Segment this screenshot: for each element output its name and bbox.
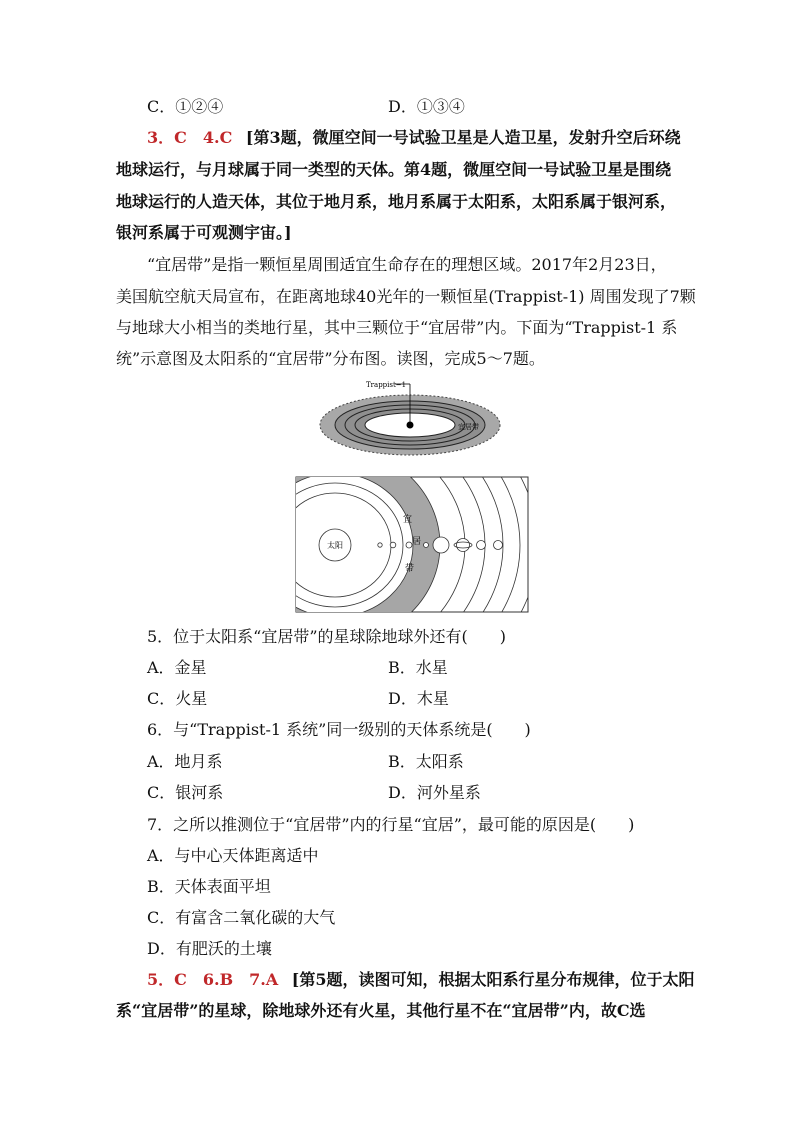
planet-icon <box>424 543 429 548</box>
option-b: B．太阳系 <box>388 752 464 771</box>
trappist-label: Trappist−1 <box>366 381 407 389</box>
option-a: A．金星 <box>147 658 207 677</box>
answer-text: [第5题，读图可知，根据太阳系行星分布规律，位于太阳 <box>291 970 695 989</box>
planet-icon <box>477 541 486 550</box>
option-b: B．天体表面平坦 <box>147 877 271 896</box>
answer-explanation-line <box>147 128 681 148</box>
planet-icon <box>433 537 449 553</box>
answer-explanation-line: 银河系属于可观测宇宙。] <box>116 223 292 242</box>
answer-keys: 5．C 6.B 7.A <box>147 970 279 989</box>
question-stem: 6．与“Trappist-1 系统”同一级别的天体系统是( ) <box>147 720 531 739</box>
passage-line: “宜居带”是指一颗恒星周围适宜生命存在的理想区域。2017年2月23日， <box>147 255 667 274</box>
question-stem: 7．之所以推测位于“宜居带”内的行星“宜居”，最可能的原因是( ) <box>147 815 635 834</box>
answer-explanation-line: 地球运行，与月球属于同一类型的天体。第4题，微厘空间一号试验卫星是围绕 <box>116 160 672 179</box>
solar-habitable-zone-diagram <box>295 476 530 614</box>
option-b: B．水星 <box>388 658 448 677</box>
planet-icon <box>390 542 396 548</box>
option-c: C．有富含二氧化碳的大气 <box>147 908 336 927</box>
planet-icon <box>378 543 382 547</box>
option-a: A．地月系 <box>147 752 223 771</box>
answer-text: [第3题，微厘空间一号试验卫星是人造卫星，发射升空后环绕 <box>245 128 681 147</box>
zone-char: 宜 <box>403 515 413 525</box>
option-d: D．有肥沃的土壤 <box>147 939 272 958</box>
option-c: C．①②④ <box>147 97 224 116</box>
answer-keys: 3．C 4.C <box>147 128 233 147</box>
answer-explanation-line: 系“宜居带”的星球，除地球外还有火星，其他行星不在“宜居带”内，故C选 <box>116 1001 646 1020</box>
planet-icon <box>457 539 470 552</box>
sun-label: 太阳 <box>327 541 343 550</box>
option-d: D．①③④ <box>388 97 465 116</box>
question-stem: 5．位于太阳系“宜居带”的星球除地球外还有( ) <box>147 627 507 646</box>
option-d: D．木星 <box>388 689 449 708</box>
passage-line: 美国航空航天局宣布，在距离地球40光年的一颗恒星(Trappist-1) 周围发现了7颗 <box>116 287 696 306</box>
option-a: A．与中心天体距离适中 <box>147 846 319 865</box>
option-d: D．河外星系 <box>388 783 481 802</box>
option-c: C．银河系 <box>147 783 224 802</box>
passage-line: 与地球大小相当的类地行星，其中三颗位于“宜居带”内。下面为“Trappist-1 系 <box>116 318 678 337</box>
zone-char: 居 <box>412 537 422 547</box>
zone-char: 带 <box>405 564 415 574</box>
planet-icon <box>494 541 503 550</box>
trappist-system-diagram <box>310 372 510 462</box>
answer-explanation-line <box>147 970 695 990</box>
answer-explanation-line: 地球运行的人造天体，其位于地月系，地月系属于太阳系，太阳系属于银河系， <box>116 192 677 211</box>
option-c: C．火星 <box>147 689 208 708</box>
passage-line: 统”示意图及太阳系的“宜居带”分布图。读图，完成5～7题。 <box>116 349 545 368</box>
habitable-zone-label: 宜居带 <box>458 423 479 431</box>
